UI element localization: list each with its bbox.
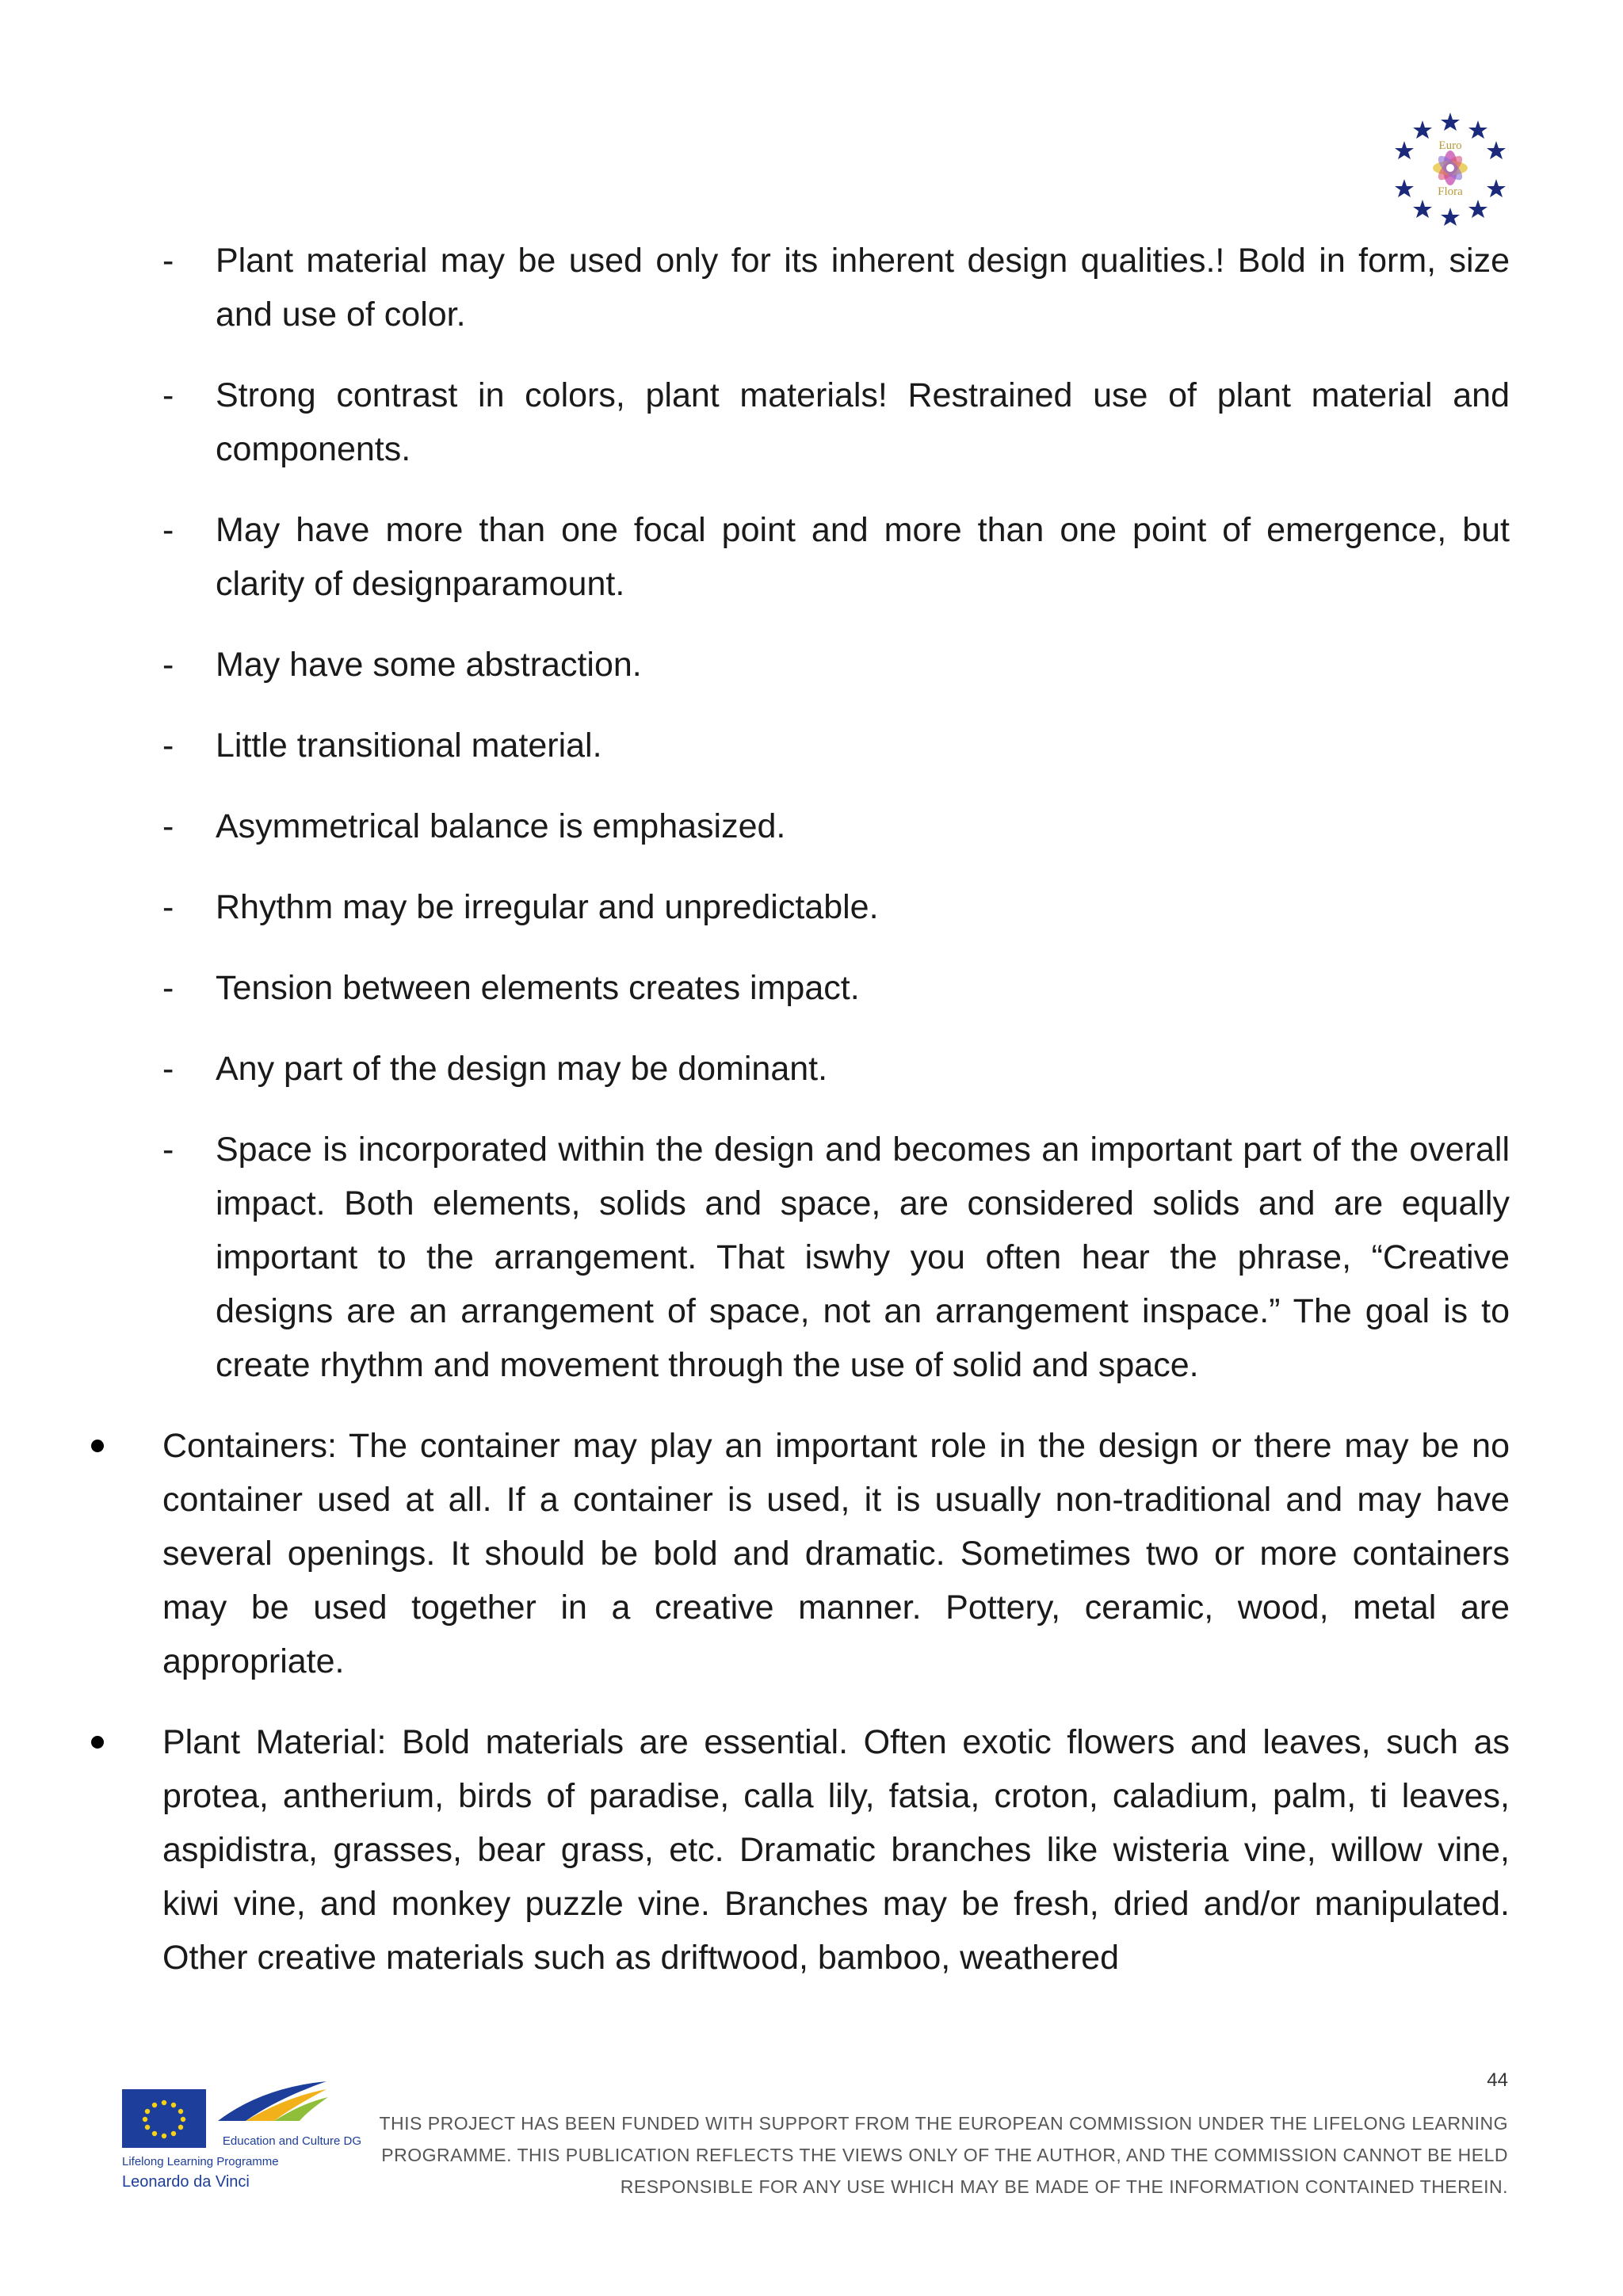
bullet-item-containers: Containers: The container may play an important role in the design or there may be no container used at all. If a container is used, it is usually non-traditional and may have several openings. It should be bold and dramatic. Sometimes two or more containers may be used together in a creative manner. Pottery, ceramic, wood, metal are appropriate. [131, 1419, 1510, 1688]
logo-caption-leonardo: Leonardo da Vinci [122, 2173, 250, 2191]
page-number: 44 [1487, 2069, 1508, 2091]
logo-text-flora: Flora [1438, 185, 1463, 198]
list-item: - Plant material may be used only for its inherent design qualities.! Bold in form, size and use of color. [162, 242, 1510, 334]
bullet-icon [91, 1440, 104, 1452]
logo-text-euro: Euro [1438, 139, 1462, 152]
list-item: - Little transitional material. [162, 727, 602, 765]
list-item: - Strong contrast in colors, plant materials! Restrained use of plant material and components. [162, 376, 1510, 468]
list-item: - May have some abstraction. [162, 646, 642, 684]
euroflora-logo [1391, 111, 1510, 230]
eu-flag-icon [122, 2089, 206, 2148]
disclaimer-line: RESPONSIBLE FOR ANY USE WHICH MAY BE MADE OF THE INFORMATION CONTAINED THEREIN. [620, 2176, 1508, 2197]
logo-caption-programme: Lifelong Learning Programme [122, 2155, 279, 2168]
page-body [162, 234, 1510, 1985]
swoosh-icon [218, 2081, 328, 2121]
eu-lifelong-learning-logo [119, 2072, 365, 2206]
list-item: - Rhythm may be irregular and unpredictable. [162, 888, 879, 926]
footer-disclaimer [361, 2107, 1508, 2203]
bullet-icon [91, 1736, 104, 1749]
bullet-item-plant-material: Plant Material: Bold materials are essential. Often exotic flowers and leaves, such as protea, antherium, birds of paradise, calla lily, fatsia, croton, caladium, palm, ti leaves, aspidistra, grasses, bear grass, etc. Dramatic branches like wisteria vine, willow vine, kiwi vine, and monkey puzzle vine. Branches may be fresh, dried and/or manipulated. Other creative materials such as driftwood, bamboo, weathered [131, 1715, 1510, 1985]
flower-icon [1433, 151, 1468, 185]
list-item: - May have more than one focal point and more than one point of emergence, but clarity of designparamount. [162, 511, 1510, 603]
list-item: - Space is incorporated within the design and becomes an important part of the overall impact. Both elements, solids and space, are considered solids and are equally important to the arrangement. That iswhy you often hear the phrase, “Creative designs are an arrangement of space, not an arrangement inspace.” The goal is to create rhythm and movement through the use of solid and space. [162, 1131, 1510, 1384]
list-item: - Tension between elements creates impact. [162, 969, 860, 1007]
disclaimer-line: PROGRAMME. THIS PUBLICATION REFLECTS THE VIEWS ONLY OF THE AUTHOR, AND THE COMMISSION CANNOT BE HELD [381, 2145, 1508, 2165]
list-item: - Asymmetrical balance is emphasized. [162, 807, 786, 845]
list-item: - Any part of the design may be dominant. [162, 1050, 828, 1088]
disclaimer-line: THIS PROJECT HAS BEEN FUNDED WITH SUPPORT FROM THE EUROPEAN COMMISSION UNDER THE LIFELONG LEARNING [379, 2113, 1508, 2134]
logo-caption-dg: Education and Culture DG [222, 2134, 361, 2148]
